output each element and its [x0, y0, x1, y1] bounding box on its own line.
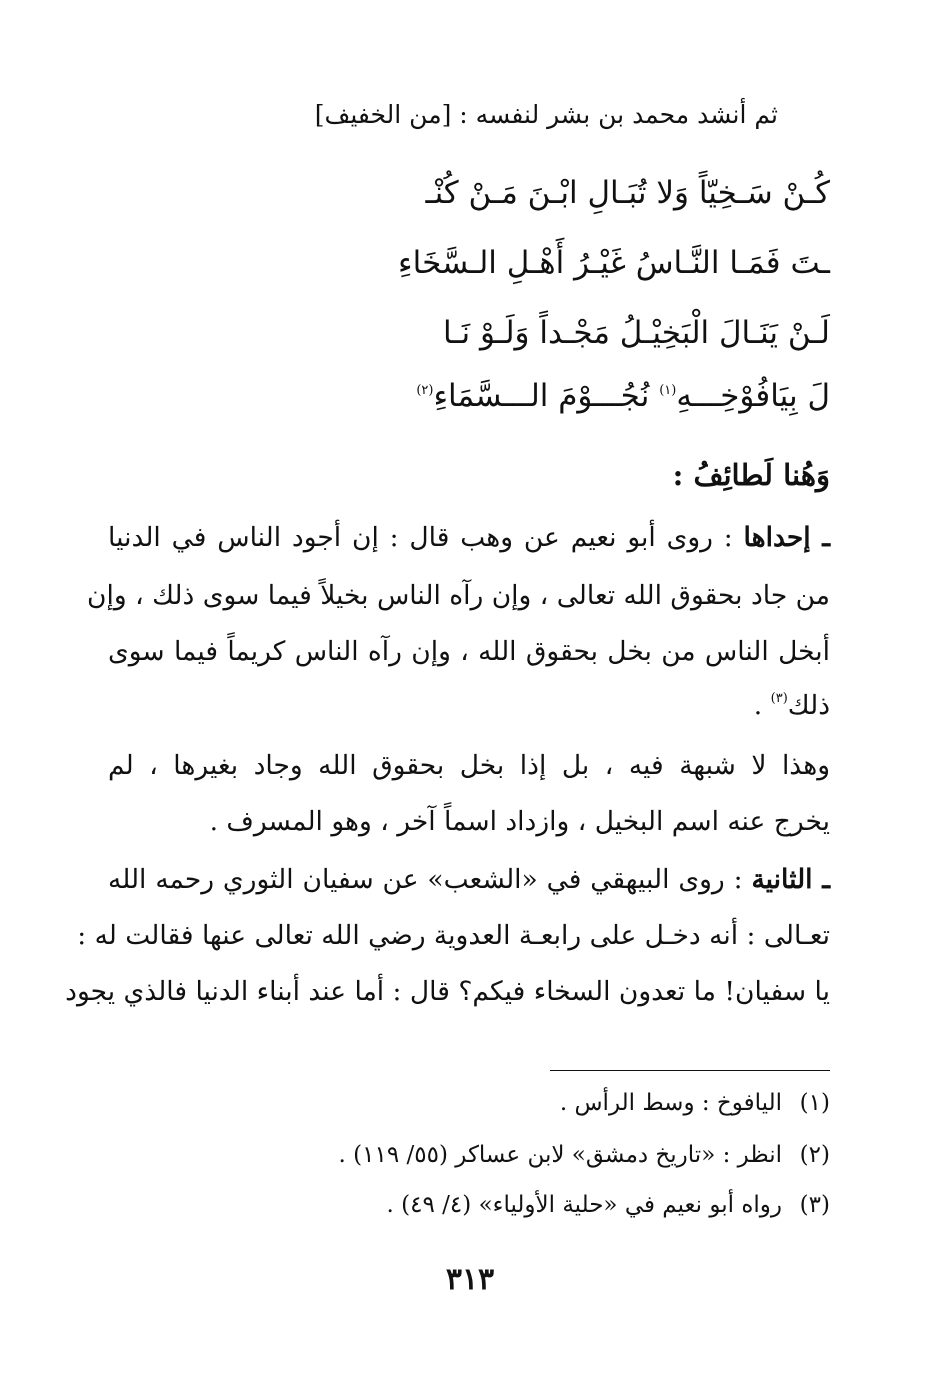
para1-line-3: أبخل الناس من بخل بحقوق الله ، وإن رآه الناس كريماً فيما سوى — [108, 636, 830, 667]
para3-line-2: تعـالى : أنه دخـل على رابعـة العدوية رضي الله تعالى عنها فقالت له : — [77, 920, 830, 951]
footnote-1 — [560, 1090, 830, 1116]
para1-line-2: من جاد بحقوق الله تعالى ، وإن رآه الناس بخيلاً فيما سوى ذلك ، وإن — [87, 580, 830, 611]
para3-line-1 — [108, 864, 830, 895]
footnote-separator — [550, 1070, 830, 1071]
poem-intro — [315, 100, 778, 129]
poem-line-4 — [416, 378, 830, 414]
footnote-1-number: (١) — [799, 1090, 830, 1116]
section-heading: وَهُنا لَطائِفُ : — [672, 458, 830, 492]
poem-line-4-part-a: لَ بِيَافُوْخِـــهِ — [676, 378, 830, 414]
poem-line-3: لَـنْ يَنَـالَ الْبَخِيْـلُ مَجْـداً وَلَـوْ نَـا — [442, 315, 830, 351]
footnote-3-text: رواه أبو نعيم في «حلية الأولياء» (٤/ ٤٩) . — [386, 1192, 782, 1218]
footnote-3 — [387, 1192, 830, 1218]
para1-line-4-end: . — [753, 690, 771, 721]
footnote-3-number: (٣) — [799, 1192, 830, 1218]
para1-line-1 — [108, 522, 830, 553]
footnote-2-number: (٢) — [799, 1142, 830, 1168]
poem-line-2: ـتَ فَمَـا النَّـاسُ غَيْـرُ أَهْـلِ الـسَّخَاءِ — [398, 245, 830, 281]
para2-line-2: يخرج عنه اسم البخيل ، وازداد اسماً آخر ، وهو المسرف . — [209, 806, 830, 837]
poem-meter: [من الخفيف] — [314, 100, 452, 129]
footnote-ref-1: (١) — [659, 383, 677, 398]
footnote-1-text: اليافوخ : وسط الرأس . — [559, 1090, 782, 1116]
poem-line-1: كُـنْ سَـخِيّاً وَلا تُبَـالِ ابْـنَ مَـنْ كُنْـ — [425, 175, 830, 211]
footnote-ref-2: (٢) — [416, 383, 434, 398]
page-number: ٣١٣ — [445, 1262, 495, 1297]
para1-line-4-text: ذلك — [787, 690, 830, 721]
para1-label: ـ إحداها — [743, 522, 830, 553]
para3-label: ـ الثانية — [751, 864, 830, 895]
para2-line-1: وهذا لا شبهة فيه ، بل إذا بخل بحقوق الله وجاد بغيرها ، لم — [108, 750, 830, 781]
para1-line-4 — [754, 690, 830, 721]
footnote-ref-3: (٣) — [770, 691, 788, 706]
footnote-2-text: انظر : «تاريخ دمشق» لابن عساكر (٥٥/ ١١٩) . — [338, 1142, 782, 1168]
para1-line-1-text: : روى أبو نعيم عن وهب قال : إن أجود الناس في الدنيا — [108, 522, 744, 553]
poem-line-4-part-b: نُجُـــوْمَ الـــسَّمَاءِ — [433, 378, 660, 414]
para3-line-3: يا سفيان! ما تعدون السخاء فيكم؟ قال : أما عند أبناء الدنيا فالذي يجود — [65, 976, 830, 1007]
footnote-2 — [339, 1142, 830, 1168]
poem-intro-text: ثم أنشد محمد بن بشر لنفسه : — [459, 100, 778, 129]
para3-line-1-text: : روى البيهقي في «الشعب» عن سفيان الثوري رحمه الله — [108, 864, 752, 895]
